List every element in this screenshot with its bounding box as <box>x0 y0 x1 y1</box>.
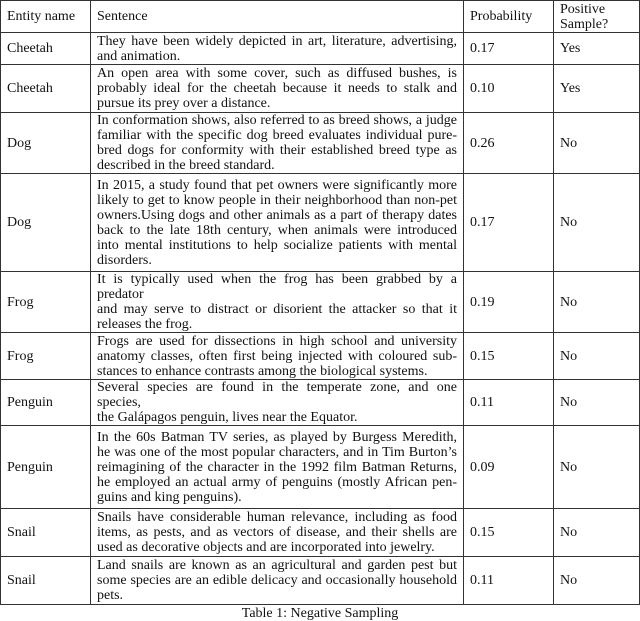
probability-cell: 0.11 <box>464 380 554 426</box>
entity-cell: Snail <box>1 509 91 557</box>
positive-sample-cell: No <box>554 113 640 174</box>
header-positive-line: Sample? <box>560 16 609 32</box>
probability-cell: 0.26 <box>464 113 554 174</box>
probability-cell: 0.10 <box>464 65 554 113</box>
sentence-line: They have been widely depicted in art, literature, advertising, <box>97 33 457 49</box>
entity-cell: Dog <box>1 174 91 272</box>
sentence-line: Several species are found in the temperate zone, and one species, <box>97 380 457 410</box>
table-row <box>1 380 640 426</box>
sentence-cell <box>91 557 464 605</box>
probability-cell: 0.15 <box>464 509 554 557</box>
positive-sample-cell: No <box>554 509 640 557</box>
positive-sample-cell: No <box>554 272 640 333</box>
sentence-line: Snails have considerable human relevance, including as food <box>97 510 457 525</box>
sentence-cell <box>91 380 464 426</box>
table-row <box>1 65 640 113</box>
entity-cell: Frog <box>1 333 91 380</box>
sentence-line: likely to get to know people in their neighborhood than non-pet <box>97 192 457 208</box>
sentence-cell <box>91 174 464 272</box>
sentence-line: Land snails are known as an agricultural and garden pest but <box>97 558 457 573</box>
table-row <box>1 509 640 557</box>
sentence-line: and animation. <box>97 48 181 64</box>
header-row <box>1 1 640 33</box>
header-entity: Entity name <box>1 1 91 33</box>
sentence-line: some species are an edible delicacy and occasionally household <box>97 573 457 588</box>
sentence-line: In conformation shows, also referred to as breed shows, a judge <box>97 113 457 128</box>
header-positive-line: Positive <box>560 1 606 17</box>
table-row <box>1 333 640 380</box>
positive-sample-cell: No <box>554 557 640 605</box>
sentence-line: and may serve to distract or disorient the attacker so that it <box>97 302 457 317</box>
sentence-line: Frogs are used for dissections in high school and university <box>97 333 457 349</box>
sentence-line: pets. <box>97 588 124 603</box>
positive-sample-cell: Yes <box>554 33 640 65</box>
sentence-line: back to the late 18th century, when animals were introduced <box>97 222 457 238</box>
entity-cell: Snail <box>1 557 91 605</box>
sentence-line: releases the frog. <box>97 317 193 332</box>
entity-cell: Penguin <box>1 426 91 509</box>
sentence-line: bred dogs for conformity with their established breed type as <box>97 143 457 158</box>
table-row <box>1 33 640 65</box>
positive-sample-cell: Yes <box>554 65 640 113</box>
sentence-line: It is typically used when the frog has been grabbed by a predator <box>97 272 457 302</box>
sentence-line: In 2015, a study found that pet owners were significantly more <box>97 177 457 193</box>
sentence-line: he was one of the most popular characters, and in Tim Burton’s <box>97 444 457 460</box>
header-positive <box>554 1 640 33</box>
sentence-line: he employed an actual army of penguins (mostly African pen- <box>97 474 457 490</box>
sentence-cell <box>91 113 464 174</box>
positive-sample-cell: No <box>554 426 640 509</box>
sentence-line: In the 60s Batman TV series, as played by Burgess Meredith, <box>97 429 457 445</box>
header-probability: Probability <box>464 1 554 33</box>
sentence-line: the Galápagos penguin, lives near the Equator. <box>97 410 358 425</box>
sentence-cell <box>91 426 464 509</box>
probability-cell: 0.19 <box>464 272 554 333</box>
sentence-line: reimagining of the character in the 1992 film Batman Returns, <box>97 459 457 475</box>
entity-cell: Frog <box>1 272 91 333</box>
entity-cell: Cheetah <box>1 33 91 65</box>
probability-cell: 0.15 <box>464 333 554 380</box>
probability-cell: 0.11 <box>464 557 554 605</box>
positive-sample-cell: No <box>554 333 640 380</box>
table-body <box>1 33 640 605</box>
sentence-line: anatomy classes, often first being injected with coloured sub- <box>97 348 457 364</box>
entity-cell: Cheetah <box>1 65 91 113</box>
sentence-line: pursue its prey over a distance. <box>97 96 271 111</box>
sentence-line: An open area with some cover, such as diffused bushes, is <box>97 66 457 81</box>
sentence-cell <box>91 272 464 333</box>
sentence-line: into mental institutions to help socialize patients with mental <box>97 237 457 253</box>
sentence-line: owners.Using dogs and other animals as a part of therapy dates <box>97 207 457 223</box>
probability-cell: 0.09 <box>464 426 554 509</box>
table-row <box>1 426 640 509</box>
sentence-line: stances to enhance contrasts among the biological systems. <box>97 363 428 379</box>
table-row <box>1 272 640 333</box>
sentence-line: disorders. <box>97 252 152 268</box>
table-row <box>1 113 640 174</box>
table-row <box>1 174 640 272</box>
table-caption: Table 1: Negative Sampling <box>241 606 399 621</box>
sentence-line: described in the breed standard. <box>97 158 275 173</box>
entity-cell: Penguin <box>1 380 91 426</box>
sentence-line: familiar with the specific dog breed evaluates individual pure- <box>97 128 457 143</box>
sentence-cell <box>91 333 464 380</box>
sentence-line: items, as pests, and as vectors of disease, and their shells are <box>97 525 457 540</box>
probability-cell: 0.17 <box>464 33 554 65</box>
table-row <box>1 557 640 605</box>
probability-cell: 0.17 <box>464 174 554 272</box>
positive-sample-cell: No <box>554 174 640 272</box>
sentence-line: guins and king penguins). <box>97 489 242 505</box>
sentence-cell <box>91 509 464 557</box>
sentence-line: probably ideal for the cheetah because it needs to stalk and <box>97 81 457 96</box>
positive-sample-cell: No <box>554 380 640 426</box>
header-sentence: Sentence <box>91 1 464 33</box>
entity-cell: Dog <box>1 113 91 174</box>
sentence-cell <box>91 65 464 113</box>
sentence-line: used as decorative objects and are incorporated into jewelry. <box>97 540 435 555</box>
sentence-cell <box>91 33 464 65</box>
